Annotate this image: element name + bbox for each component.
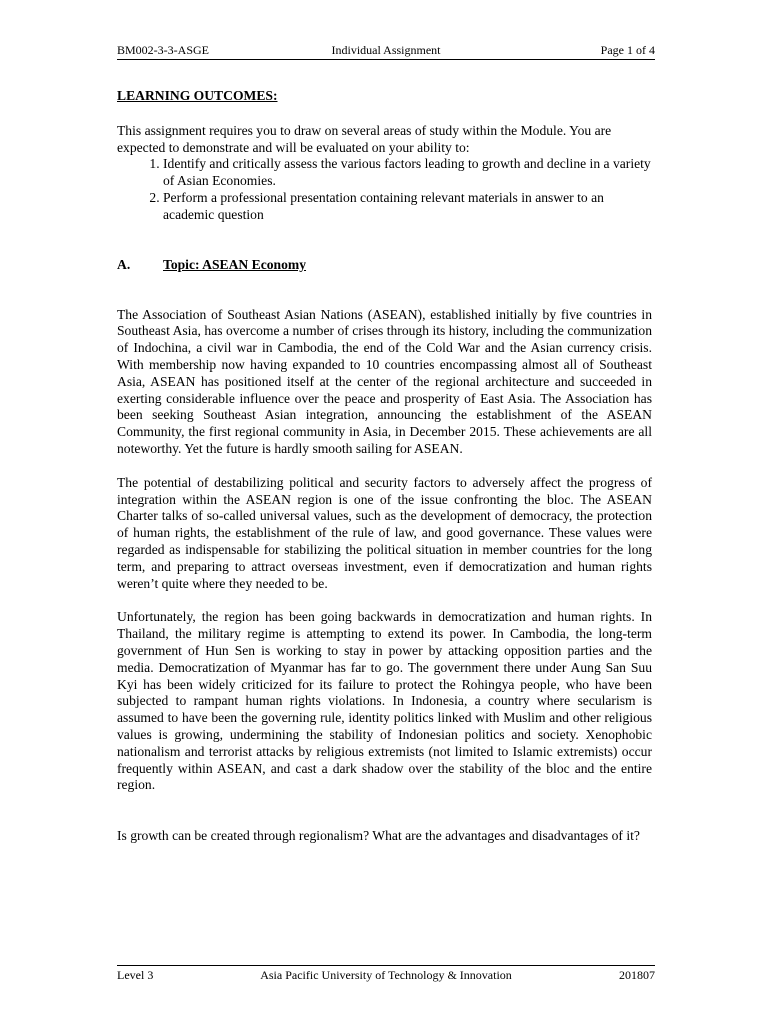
- section-title: Topic: ASEAN Economy: [163, 256, 307, 272]
- page-header: [117, 42, 655, 60]
- assignment-question: Is growth can be created through regionalism? What are the advantages and disadvantages of it?: [117, 828, 640, 844]
- learning-outcome-item: 1. Identify and critically assess the various factors leading to growth and decline in a variety of Asian Economies.: [163, 156, 652, 190]
- page-number: Page 1 of 4: [600, 43, 655, 57]
- document-body: [117, 88, 652, 845]
- footer-level: Level 3: [117, 968, 154, 982]
- learning-outcomes-intro: This assignment requires you to draw on several areas of study within the Module. You are expected to demonstrate and will be evaluated on your ability to:: [117, 122, 612, 155]
- section-heading: [117, 257, 652, 274]
- body-paragraph: Unfortunately, the region has been going backwards in democratization and human rights. In Thailand, the military regime is attempting to extend its power. In Cambodia, the long-term government of Hun Sen is working to stay in power by attacking opposition parties and the media. Democratization of Myanmar has far to go. The government there under Aung San Suu Kyi has been widely criticized for its failure to protect the Rohingya people, who have been subjected to rampant human rights violations. In Indonesia, a country where secularism is assumed to have been the governing rule, identity politics linked with Muslim and other religious values is growing, undermining the stability of Indonesian politics and society. Xenophobic nationalism and terrorist attacks by religious extremists (not limited to Islamic extremists) occur frequently within ASEAN, and cast a dark shadow over the stability of the bloc and the entire region.: [117, 609, 652, 793]
- body-paragraph: The Association of Southeast Asian Nations (ASEAN), established initially by five countries in Southeast Asia, has overcome a number of crises through its history, including the communization of Indochina, a civil war in Cambodia, the end of the Cold War and the Asian currency crisis. With membership now having expanded to 10 countries encompassing almost all of Southeast Asia, ASEAN has positioned itself at the center of the regional architecture and succeeded in exerting considerable influence over the peace and prosperity of East Asia. The Association has been seeking Southeast Asian integration, announcing the establishment of the ASEAN Community, the first regional community in Asia, in December 2015. These achievements are all noteworthy. Yet the future is hardly smooth sailing for ASEAN.: [117, 306, 652, 456]
- body-paragraph: The potential of destabilizing political and security factors to adversely affect the progress of integration within the ASEAN region is one of the issue confronting the bloc. The ASEAN Charter talks of so-called universal values, such as the development of democracy, the protection of human rights, the establishment of the rule of law, and good governance. These values were regarded as indispensable for stabilizing the political situation in member countries for the long term, and preparing to attract overseas investment, even if democratization and human rights weren’t quite where they needed to be.: [117, 474, 652, 591]
- learning-outcome-item: 2. Perform a professional presentation containing relevant materials in answer to an academic question: [163, 190, 652, 224]
- module-code: BM002-3-3-ASGE: [117, 43, 209, 57]
- footer-code: 201807: [619, 968, 655, 982]
- footer-university: Asia Pacific University of Technology & Innovation: [260, 968, 512, 982]
- section-number: A.: [117, 256, 131, 272]
- assignment-type: Individual Assignment: [331, 43, 441, 57]
- learning-outcomes-heading: LEARNING OUTCOMES:: [117, 88, 278, 103]
- learning-outcomes-list: [117, 156, 652, 223]
- page-footer: [117, 965, 655, 985]
